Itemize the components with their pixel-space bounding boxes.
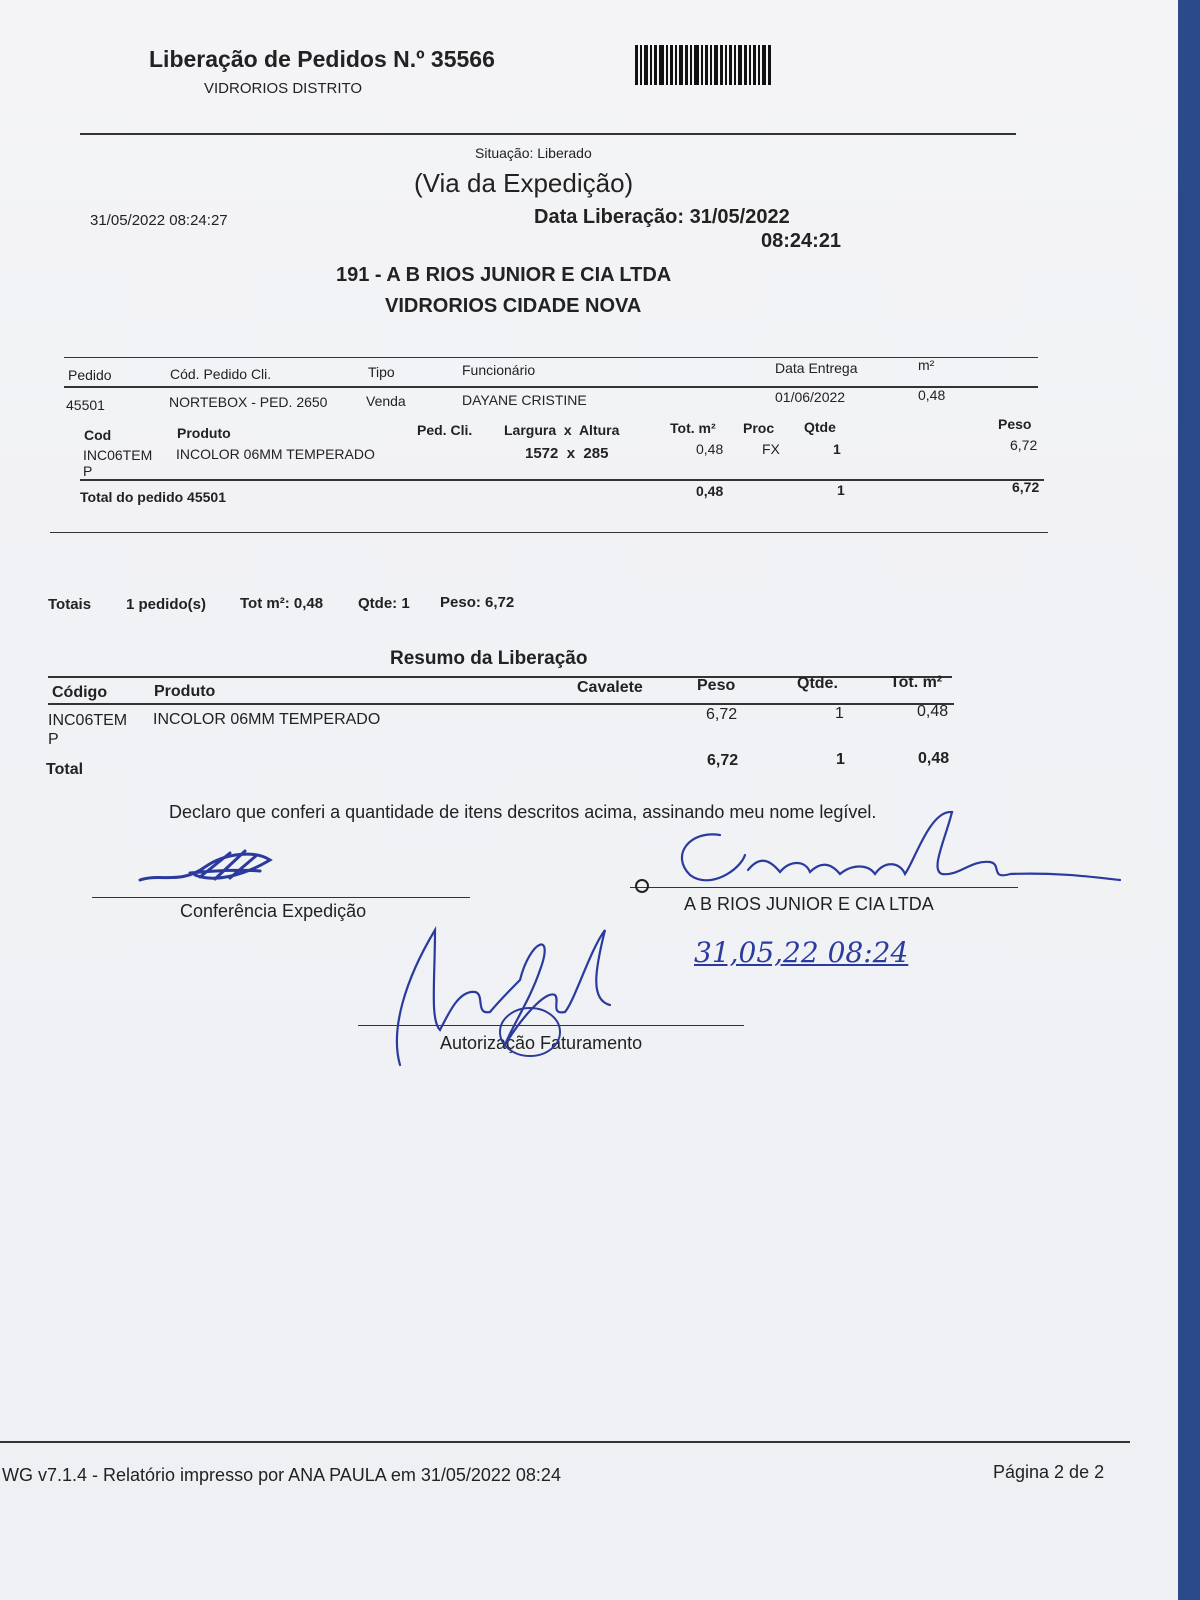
conferencia-label: Conferência Expedição: [180, 901, 367, 921]
totais-peso: Peso: 6,72: [440, 594, 515, 611]
order-table-bottom-rule: [50, 532, 1048, 533]
item-tot-m2: 0,48: [696, 441, 724, 457]
via-label: (Via da Expedição): [414, 168, 634, 198]
client-name: 191 - A B RIOS JUNIOR E CIA LTDA: [336, 264, 672, 286]
order-pedido: 45501: [66, 397, 105, 413]
resumo-total-tot-m2: 0,48: [918, 750, 950, 767]
footer-rule: [0, 1441, 1130, 1443]
item-cod: INC06TEM: [83, 447, 153, 463]
item-header-produto: Produto: [177, 425, 231, 441]
footer-printed-by: WG v7.1.4 - Relatório impresso por ANA PAULA em 31/05/2022 08:24: [2, 1465, 561, 1485]
order-funcionario: DAYANE CRISTINE: [462, 392, 587, 408]
resumo-header-qtde: Qtde.: [797, 675, 838, 692]
declaration-text: Declaro que conferi a quantidade de itens descritos acima, assinando meu nome legível.: [169, 802, 877, 822]
autorizacao-label: Autorização Faturamento: [440, 1033, 643, 1053]
order-tipo: Venda: [366, 393, 406, 409]
resumo-qtde: 1: [835, 705, 844, 722]
order-m2: 0,48: [918, 387, 946, 403]
company-signature-icon: [630, 800, 1130, 900]
client-store: VIDRORIOS CIDADE NOVA: [385, 295, 642, 317]
item-qtde: 1: [833, 441, 841, 457]
col-header-m2: m²: [918, 357, 935, 373]
resumo-total-label: Total: [46, 761, 84, 778]
footer-page-number: Página 2 de 2: [993, 1462, 1105, 1482]
order-table-top-rule: [64, 357, 1038, 358]
resumo-total-peso: 6,72: [707, 752, 739, 769]
item-header-ped-cli: Ped. Cli.: [417, 422, 473, 438]
resumo-header-peso: Peso: [697, 677, 736, 694]
situacao-label: Situação: Liberado: [475, 145, 592, 161]
resumo-header-cavalete: Cavalete: [577, 679, 643, 696]
order-table-header-rule: [64, 386, 1038, 388]
totais-qtde: Qtde: 1: [358, 595, 410, 612]
totais-label: Totais: [48, 596, 92, 613]
totais-pedidos: 1 pedido(s): [126, 596, 207, 613]
col-header-funcionario: Funcionário: [462, 362, 536, 378]
item-header-proc: Proc: [743, 420, 775, 436]
order-total-peso: 6,72: [1012, 479, 1040, 495]
resumo-produto: INCOLOR 06MM TEMPERADO: [153, 711, 381, 728]
item-proc: FX: [762, 441, 780, 457]
col-header-tipo: Tipo: [368, 364, 395, 380]
resumo-header-tot-m2: Tot. m²: [890, 674, 943, 691]
order-total-qtde: 1: [837, 482, 845, 498]
header-divider: [80, 133, 1016, 135]
print-datetime: 31/05/2022 08:24:27: [90, 212, 228, 229]
item-largura-altura: 1572 x 285: [525, 445, 609, 462]
item-produto: INCOLOR 06MM TEMPERADO: [176, 446, 375, 462]
data-liberacao: Data Liberação: 31/05/2022: [534, 206, 790, 228]
resumo-header-rule: [48, 703, 954, 705]
order-data-entrega: 01/06/2022: [775, 389, 846, 405]
conferencia-signature-icon: [135, 845, 280, 895]
item-header-qtde: Qtde: [804, 419, 836, 435]
data-liberacao-time: 08:24:21: [761, 230, 842, 252]
resumo-tot-m2: 0,48: [917, 703, 949, 720]
resumo-title: Resumo da Liberação: [390, 648, 588, 669]
company-name: VIDRORIOS DISTRITO: [204, 80, 363, 97]
col-header-cod-pedido-cli: Cód. Pedido Cli.: [170, 366, 272, 382]
autorizacao-signature-icon: [380, 920, 643, 1080]
item-header-cod: Cod: [84, 427, 112, 443]
resumo-total-qtde: 1: [836, 751, 845, 768]
col-header-pedido: Pedido: [68, 367, 112, 383]
order-total-tot-m2: 0,48: [696, 483, 724, 499]
order-total-rule: [80, 479, 1044, 481]
col-header-data-entrega: Data Entrega: [775, 360, 858, 376]
barcode-icon: [635, 45, 795, 85]
handwritten-date: 31,05,22 08:24: [694, 936, 909, 969]
item-header-largura-altura: Largura x Altura: [504, 422, 620, 438]
resumo-codigo: INC06TEM: [48, 712, 128, 729]
item-cod-continued: P: [83, 463, 93, 479]
item-header-peso: Peso: [998, 416, 1032, 432]
resumo-header-produto: Produto: [154, 683, 216, 700]
company-signature-label: A B RIOS JUNIOR E CIA LTDA: [684, 894, 934, 914]
item-peso: 6,72: [1010, 437, 1038, 453]
document-title: Liberação de Pedidos N.º 35566: [149, 46, 495, 72]
conferencia-signature-line: [92, 897, 470, 898]
resumo-header-codigo: Código: [52, 684, 108, 701]
resumo-peso: 6,72: [706, 706, 738, 723]
resumo-codigo-continued: P: [48, 731, 59, 748]
order-cod-pedido-cli: NORTEBOX - PED. 2650: [169, 394, 328, 410]
order-total-label: Total do pedido 45501: [80, 489, 226, 505]
item-header-tot-m2: Tot. m²: [670, 420, 716, 436]
totais-tot-m2: Tot m²: 0,48: [240, 595, 324, 612]
